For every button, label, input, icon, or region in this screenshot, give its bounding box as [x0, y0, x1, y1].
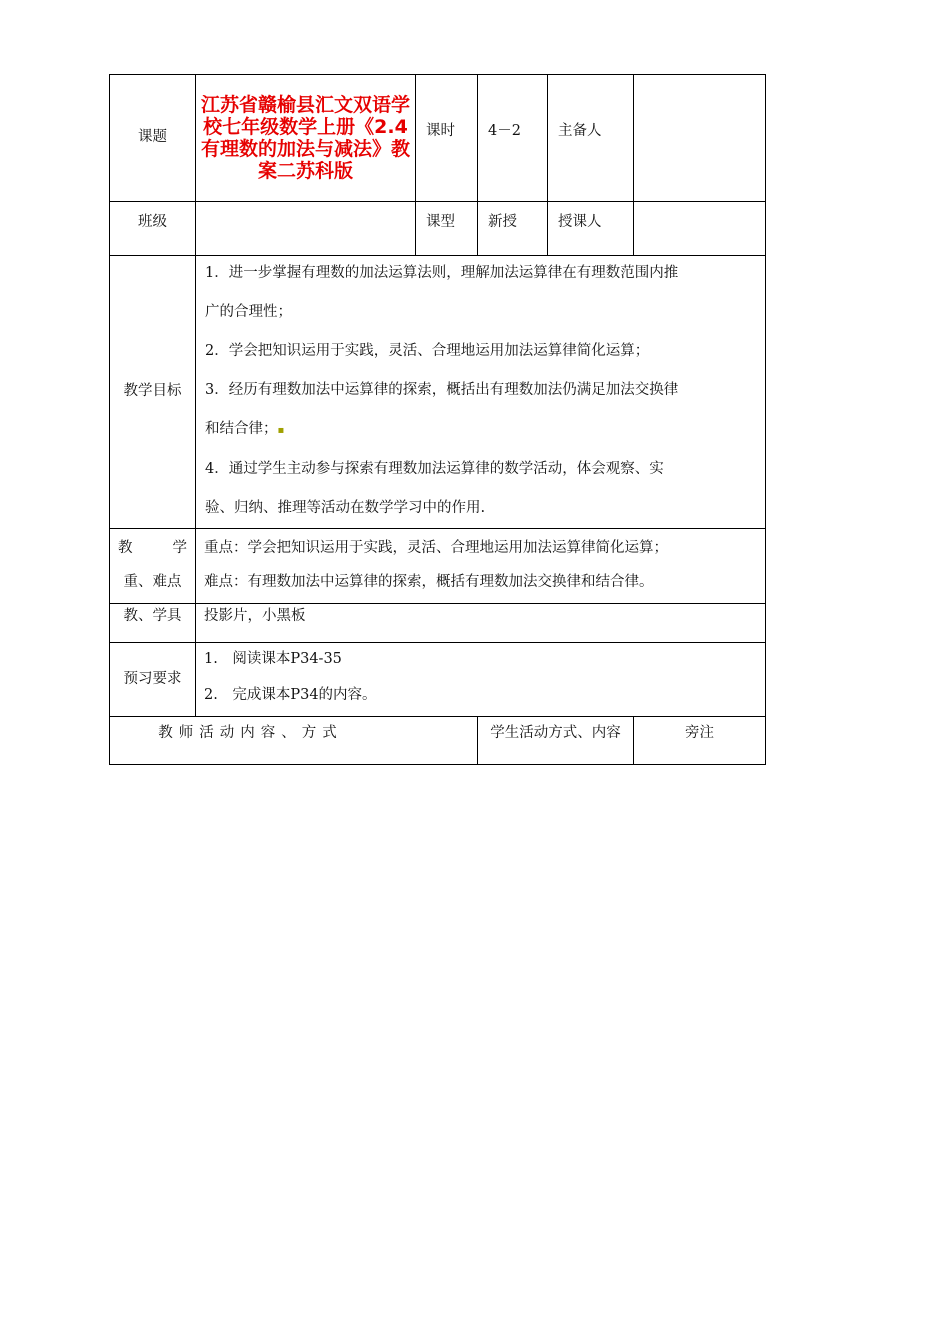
- teacher-label: 授课人: [548, 202, 634, 256]
- class-value: [196, 202, 416, 256]
- objective-line: 4．通过学生主动参与探索有理数加法运算律的数学活动，体会观察、实: [205, 461, 664, 477]
- focus-label: [110, 529, 196, 604]
- objective-line: [205, 410, 759, 450]
- focus-content: [196, 529, 766, 604]
- tools-value: 投影片，小黑板: [196, 604, 766, 643]
- teacher-activity-header: [110, 717, 478, 765]
- period-value: 4－2: [478, 75, 548, 202]
- note-header: 旁注: [634, 717, 766, 765]
- topic-label: 课题: [110, 75, 196, 202]
- difficulty-text: 难点：有理数加法中运算律的探索，概括有理数加法交换律和结合律。: [204, 574, 654, 590]
- preview-label: 预习要求: [110, 643, 196, 717]
- focus-row: [110, 529, 766, 604]
- lesson-plan-table: [109, 74, 766, 765]
- teacher-value: [634, 202, 766, 256]
- tools-row: [110, 604, 766, 643]
- objective-line: 广的合理性；: [205, 304, 292, 320]
- lesson-type-value: 新授: [478, 202, 548, 256]
- focus-label-part: 学: [172, 540, 187, 556]
- objective-line: 验、归纳、推理等活动在数学学习中的作用.: [205, 500, 486, 516]
- lead-teacher-label: 主备人: [548, 75, 634, 202]
- focus-label-part: 教: [118, 540, 133, 556]
- objectives-content: [196, 256, 766, 529]
- objective-text: 和结合律；: [205, 421, 278, 437]
- preview-item: 2. 完成课本P34的内容。: [204, 687, 377, 703]
- objectives-row: [110, 256, 766, 529]
- preview-item: 1. 阅读课本P34-35: [204, 651, 342, 667]
- objective-line: 1．进一步掌握有理数的加法运算法则，理解加法运算律在有理数范围内推: [205, 265, 679, 281]
- lead-teacher-value: [634, 75, 766, 202]
- topic-row: [110, 75, 766, 202]
- focus-label-part: 重、难点: [123, 574, 182, 590]
- tools-label: 教、学具: [110, 604, 196, 643]
- teacher-activity-header-text: 教师活动内容、方式: [158, 725, 343, 741]
- topic-title: 江苏省赣榆县汇文双语学校七年级数学上册《2.4有理数的加法与减法》教案二苏科版: [196, 75, 416, 202]
- preview-content: [196, 643, 766, 717]
- objectives-label: 教学目标: [110, 256, 196, 529]
- key-point-text: 重点：学会把知识运用于实践，灵活、合理地运用加法运算律简化运算；: [204, 540, 668, 556]
- objective-line: 3．经历有理数加法中运算律的探索，概括出有理数加法仍满足加法交换律: [205, 382, 679, 398]
- class-row: [110, 202, 766, 256]
- stray-mark-icon: ▪: [277, 425, 285, 436]
- class-label: 班级: [110, 202, 196, 256]
- objective-line: 2．学会把知识运用于实践，灵活、合理地运用加法运算律简化运算；: [205, 343, 650, 359]
- activity-header-row: [110, 717, 766, 765]
- lesson-type-label: 课型: [416, 202, 478, 256]
- period-label: 课时: [416, 75, 478, 202]
- preview-row: [110, 643, 766, 717]
- student-activity-header: 学生活动方式、内容: [478, 717, 634, 765]
